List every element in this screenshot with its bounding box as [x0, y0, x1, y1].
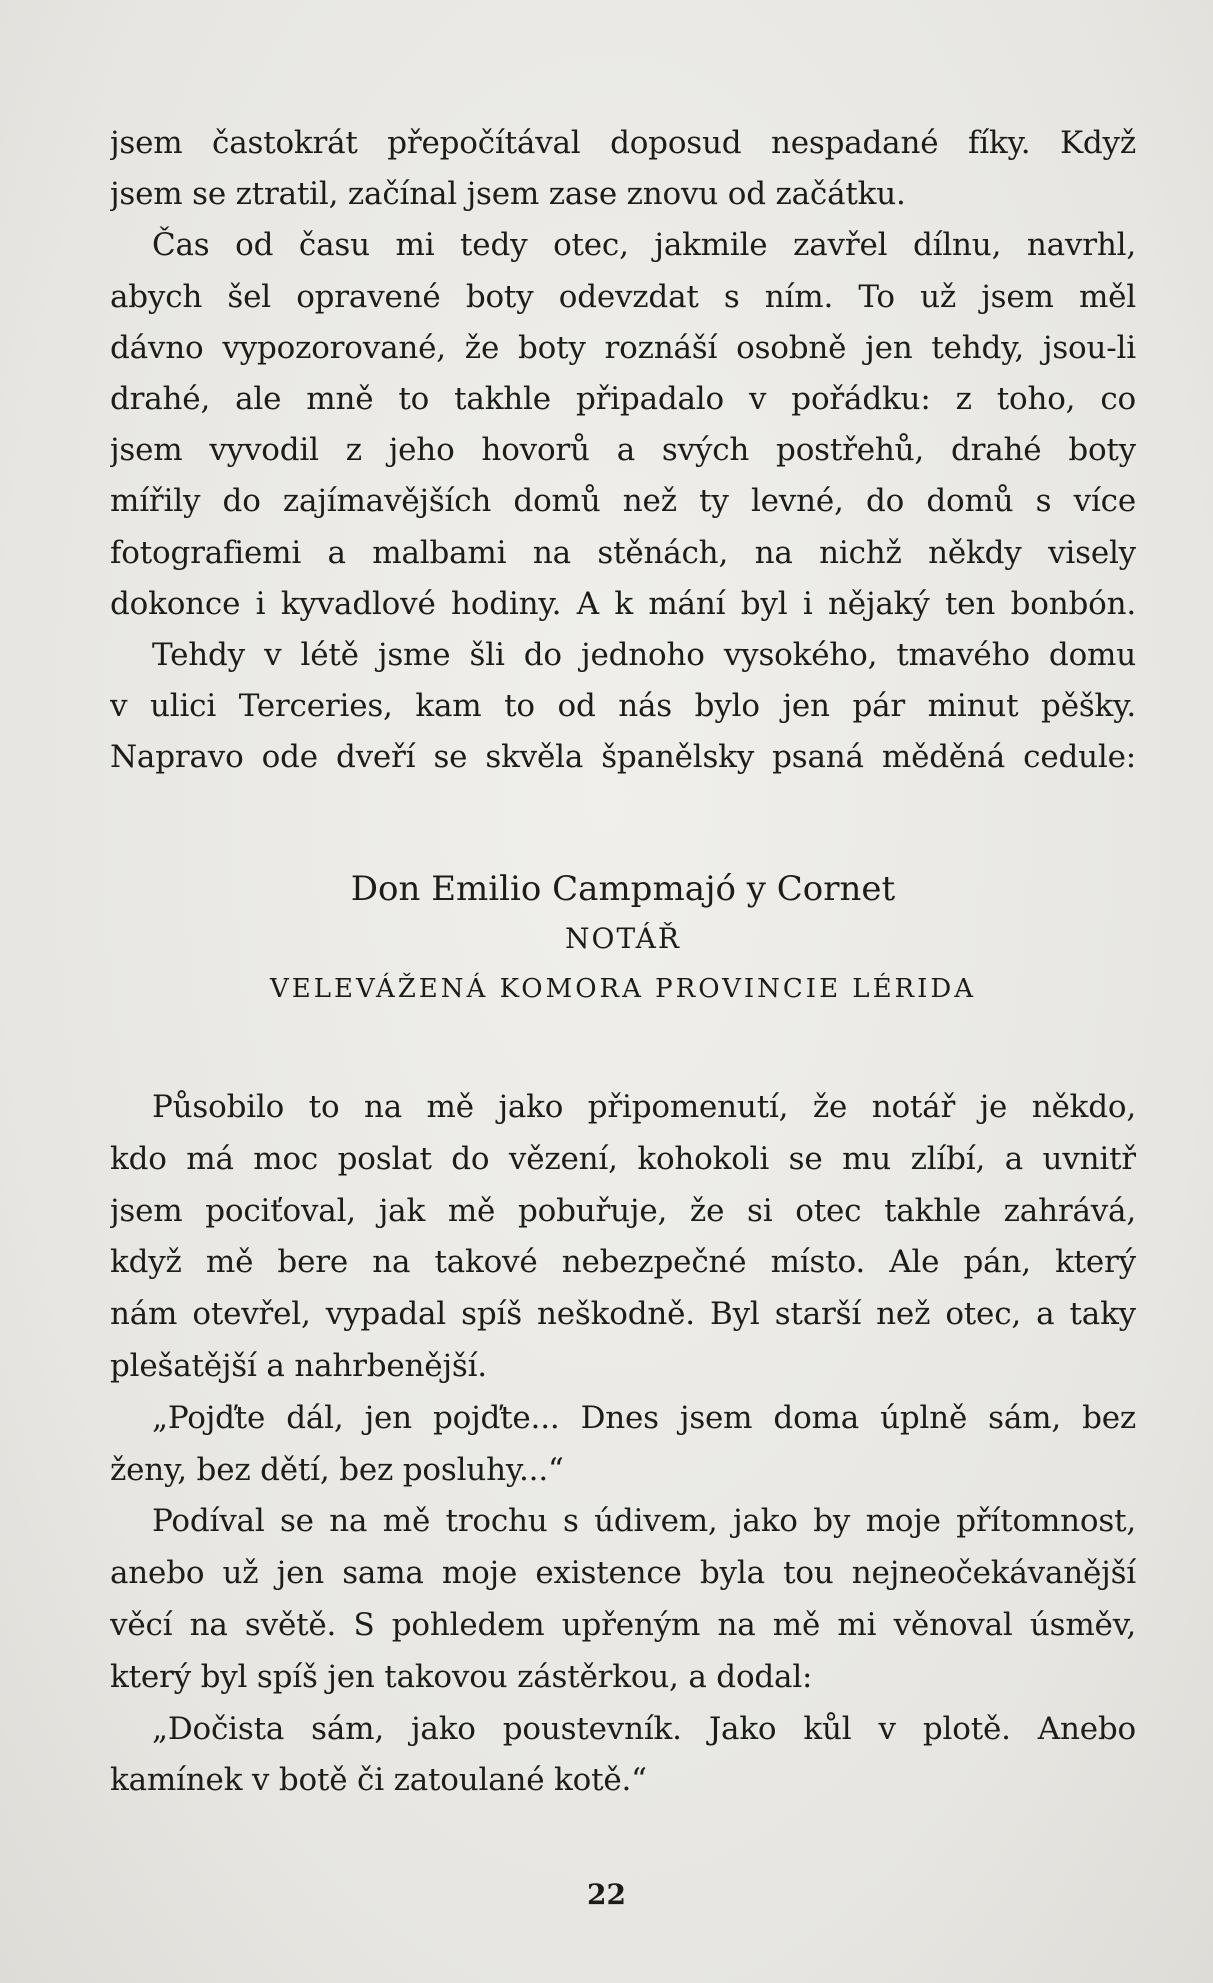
text-line: jsem se ztratil, začínal jsem zase znovu od začátku.: [110, 176, 906, 213]
text-line: anebo už jen sama moje existence byla tou nejneočekávanější: [110, 1555, 1136, 1592]
text-line: dokonce i kyvadlové hodiny. A k mání byl i nějaký ten bonbón.: [110, 585, 1136, 622]
text-line: Napravo ode dveří se skvěla španělsky psaná měděná cedule:: [110, 739, 1136, 776]
text-line: jsem pociťoval, jak mě pobuřuje, že si otec takhle zahrává,: [110, 1192, 1136, 1229]
text-line: nám otevřel, vypadal spíš neškodně. Byl starší než otec, a taky: [110, 1296, 1136, 1333]
text-line: dávno vypozorované, že boty roznáší osobně jen tehdy, jsou-li: [110, 329, 1136, 366]
sign-name: Don Emilio Campmajó y Cornet: [350, 869, 896, 909]
notary-sign: [110, 864, 1136, 1014]
text-line: Podíval se na mě trochu s údivem, jako by moje přítomnost,: [152, 1503, 1136, 1540]
text-line: Čas od času mi tedy otec, jakmile zavřel dílnu, navrhl,: [152, 227, 1136, 264]
text-block-top: [110, 118, 1136, 783]
text-block-bottom: [110, 1082, 1136, 1807]
text-line: mířily do zajímavějších domů než ty levné, do domů s více: [110, 483, 1136, 520]
text-line: jsem častokrát přepočítával doposud nespadané fíky. Když: [110, 125, 1136, 161]
text-line: „Dočista sám, jako poustevník. Jako kůl v plotě. Anebo: [152, 1710, 1136, 1747]
text-line: kdo má moc poslat do vězení, kohokoli se mu zlíbí, a uvnitř: [110, 1140, 1136, 1177]
sign-chamber: VELEVÁŽENÁ KOMORA PROVINCIE LÉRIDA: [269, 974, 977, 1004]
page-number: 22: [587, 1878, 626, 1911]
text-line: když mě bere na takové nebezpečné místo. Ale pán, který: [110, 1244, 1136, 1281]
text-line: Tehdy v létě jsme šli do jednoho vysokého, tmavého domu: [152, 636, 1136, 673]
text-line: věcí na světě. S pohledem upřeným na mě mi věnoval úsměv,: [110, 1606, 1136, 1643]
text-line: fotografiemi a malbami na stěnách, na nichž někdy visely: [110, 534, 1136, 571]
text-line: drahé, ale mně to takhle připadalo v pořádku: z toho, co: [110, 380, 1136, 417]
text-line: abych šel opravené boty odevzdat s ním. To už jsem měl: [110, 278, 1136, 315]
text-line: Působilo to na mě jako připomenutí, že notář je někdo,: [152, 1089, 1136, 1125]
sign-title: NOTÁŘ: [565, 922, 681, 955]
text-line: v ulici Terceries, kam to od nás bylo jen pár minut pěšky.: [110, 688, 1136, 725]
text-line: ženy, bez dětí, bez posluhy...“: [110, 1451, 564, 1488]
text-line: jsem vyvodil z jeho hovorů a svých postřehů, drahé boty: [110, 432, 1136, 469]
text-line: kamínek v botě či zatoulané kotě.“: [110, 1762, 647, 1799]
text-line: „Pojďte dál, jen pojďte... Dnes jsem doma úplně sám, bez: [152, 1399, 1136, 1436]
text-line: plešatější a nahrbenější.: [110, 1347, 487, 1384]
text-line: který byl spíš jen takovou zástěrkou, a dodal:: [110, 1658, 813, 1695]
